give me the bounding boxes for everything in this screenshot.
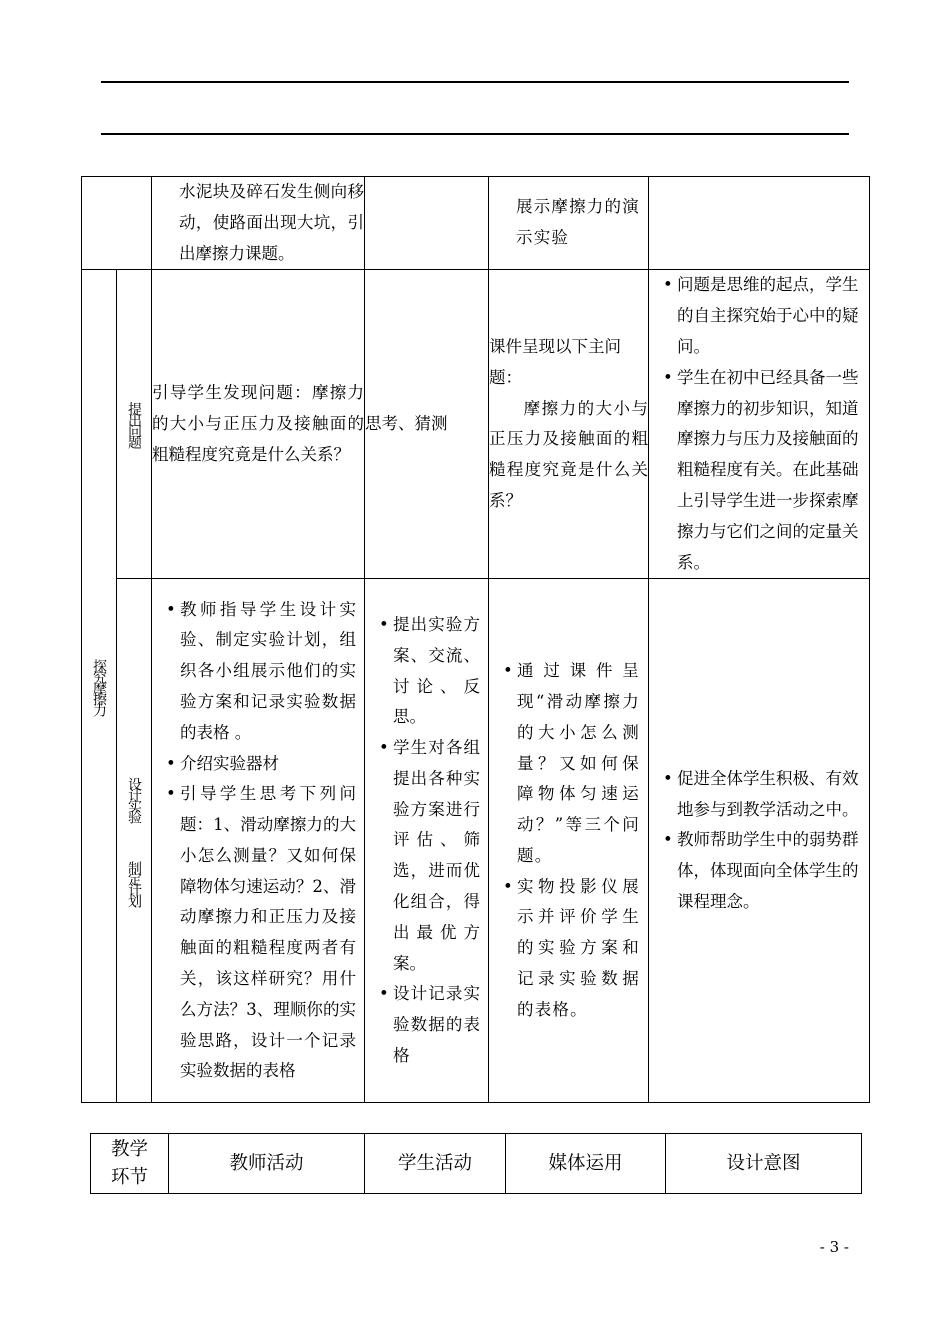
- question-intent-cell: [649, 270, 870, 579]
- design-intent-cell: [649, 579, 870, 1103]
- intro-intent-cell: [649, 177, 870, 270]
- list-item: • 学生对各组提出各种实验方案进行评估、筛选，进而优化组合，得出最优方案。: [375, 733, 480, 979]
- intro-media-cell: [489, 177, 649, 270]
- design-intent-list: [659, 764, 863, 918]
- design-teacher-cell: [152, 579, 365, 1103]
- list-item: • 介绍实验器材: [162, 749, 356, 780]
- table-header-row: [91, 1134, 862, 1194]
- list-item: • 通过课件呈现“滑动摩擦力的大小怎么测量？又如何保障物体匀速运动？”等三个问题。: [499, 656, 640, 872]
- column-header-table: [90, 1133, 862, 1194]
- lesson-plan-table: [81, 176, 870, 1103]
- intro-media-text: 展示摩擦力的演示实验: [516, 197, 640, 248]
- subsection-design-cell: [117, 579, 152, 1103]
- table-row-design: [82, 579, 870, 1103]
- list-item: • 实物投影仪展示并评价学生的实验方案和记录实验数据的表格。: [499, 872, 640, 1026]
- list-item: • 问题是思维的起点，学生的自主探究始于心中的疑问。: [659, 270, 863, 362]
- question-teacher-cell: [152, 270, 365, 579]
- header-intent: 设计意图: [666, 1134, 862, 1194]
- question-teacher-text: 引导学生发现问题：摩擦力的大小与正压力及接触面的粗糙程度究竟是什么关系？: [152, 383, 364, 464]
- header-stage: 教学环节: [91, 1134, 169, 1194]
- header-media: 媒体运用: [506, 1134, 666, 1194]
- design-student-list: [375, 610, 480, 1072]
- list-item: • 提出实验方案、交流、讨论、反思。: [375, 610, 480, 733]
- list-item: • 学生在初中已经具备一些摩擦力的初步知识，知道摩擦力与压力及接触面的粗糙程度有关。在此基础上引导学生进一步探索摩擦力与它们之间的定量关系。: [659, 363, 863, 579]
- design-media-cell: [489, 579, 649, 1103]
- list-item: • 促进全体学生积极、有效地参与到教学活动之中。: [659, 764, 863, 826]
- page-number: - 3 -: [819, 1238, 849, 1256]
- empty-section-cell: [82, 177, 152, 270]
- design-student-cell: [365, 579, 489, 1103]
- header-rule-bottom: [101, 133, 849, 135]
- design-teacher-list: [162, 595, 356, 1088]
- section-label-cell: [82, 270, 117, 1103]
- subsection-question-cell: [117, 270, 152, 579]
- question-media-cell: [489, 270, 649, 579]
- intro-student-cell: [365, 177, 489, 270]
- intro-teacher-text: 水泥块及碎石发生侧向移动，使路面出现大坑，引出摩擦力课题。: [179, 182, 364, 263]
- question-student-text: 思考、猜测: [365, 413, 448, 433]
- subsection-design-label-b: 制定计划: [126, 860, 142, 905]
- table-row-intro: [82, 177, 870, 270]
- question-student-cell: [365, 270, 489, 579]
- header-rule-top: [101, 81, 849, 83]
- intro-teacher-cell: [152, 177, 365, 270]
- subsection-question-label: 提出问题: [126, 402, 142, 447]
- header-teacher: 教师活动: [169, 1134, 365, 1194]
- question-media-question: 摩擦力的大小与正压力及接触面的粗糙程度究竟是什么关系？: [489, 398, 648, 510]
- list-item: • 教师帮助学生中的弱势群体，体现面向全体学生的课程理念。: [659, 825, 863, 917]
- table-row-question: [82, 270, 870, 579]
- question-media-intro: 课件呈现以下主问题：: [489, 337, 621, 387]
- list-item: • 引导学生思考下列问题：1、滑动摩擦力的大小怎么测量？又如何保障物体匀速运动？2、滑动摩擦力和正压力及接触面的粗糙程度两者有关，该这样研究？用什么方法？3、理顺你的实验思路，设计一个记录实验数据的表格: [162, 779, 356, 1087]
- question-intent-list: [659, 270, 863, 578]
- subsection-design-label-a: 设计实验: [126, 776, 142, 821]
- list-item: • 设计记录实验数据的表格: [375, 979, 480, 1071]
- header-student: 学生活动: [365, 1134, 506, 1194]
- list-item: • 教师指导学生设计实验、制定实验计划，组织各小组展示他们的实验方案和记录实验数据的表格 。: [162, 595, 356, 749]
- design-media-list: [499, 656, 640, 1026]
- section-label: 探究摩擦力: [91, 658, 107, 714]
